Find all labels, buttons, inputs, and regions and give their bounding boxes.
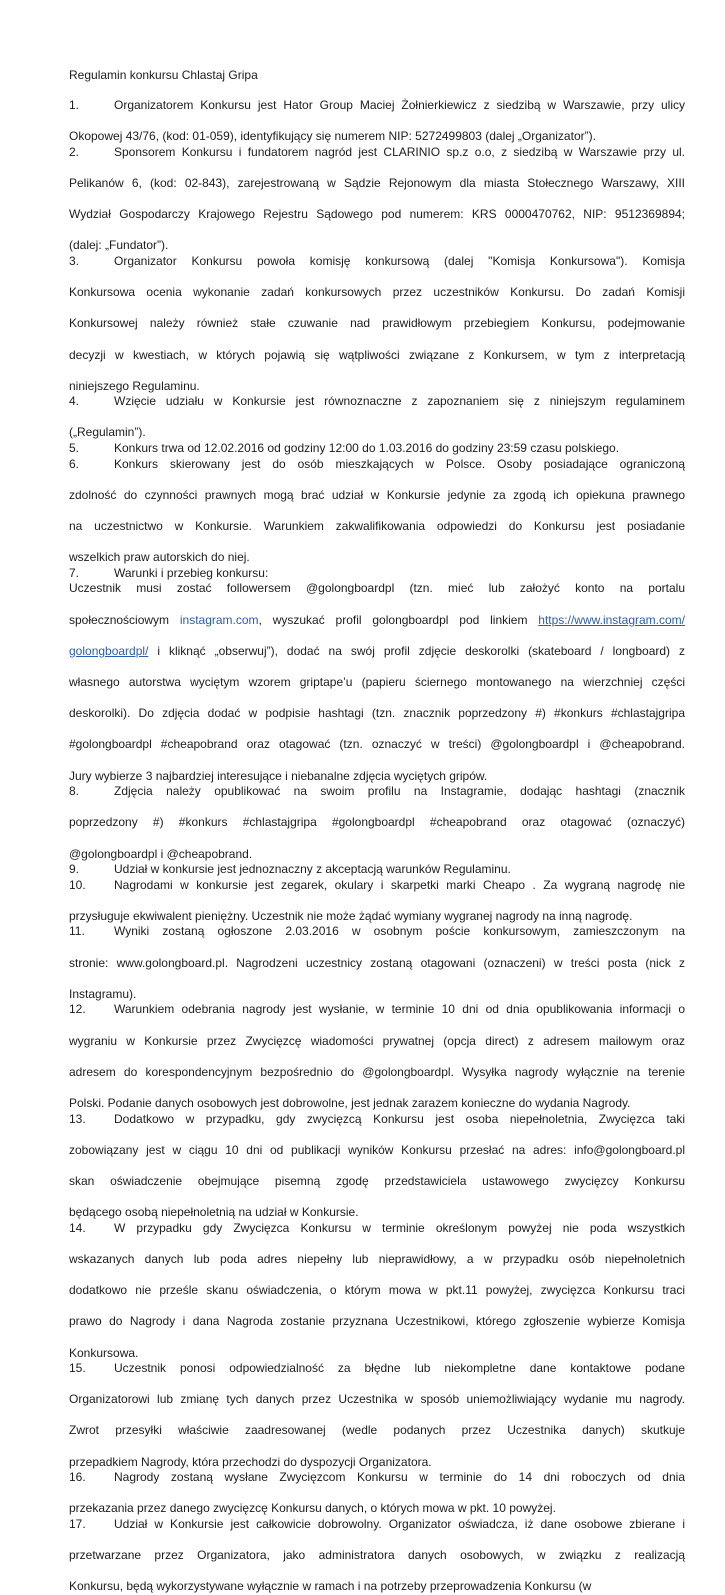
- list-item: [69, 441, 685, 457]
- item-text: będącego osobą niepełnoletnią na udział w Konkursie.: [69, 1205, 359, 1220]
- list-item: [69, 1221, 685, 1361]
- list-item: [69, 878, 685, 925]
- item-number: 3.: [69, 253, 80, 268]
- list-item: [69, 1470, 685, 1517]
- item-text: Nagrody zostaną wysłane Zwycięzcom Konkursu w terminie do 14 dni roboczych od dnia: [114, 1470, 685, 1485]
- item-text: (dalej: „Fundator”).: [69, 238, 169, 253]
- text-span: społecznościowym: [69, 612, 180, 627]
- item-text: Wzięcie udziału w Konkursie jest równoznaczne z zapoznaniem się z niniejszym regulaminem: [114, 394, 685, 409]
- item-line: [69, 457, 685, 488]
- item-number: 9.: [69, 862, 80, 877]
- item-text: zobowiązany jest w ciągu 10 dni od publikacji wyników Konkursu przesłać na adres: info@golongboard.pl: [69, 1142, 685, 1157]
- item-text: Wydział Gospodarczy Krajowego Rejestru Sądowego pod numerem: KRS 0000470762, NIP: 9512369894;: [69, 207, 685, 222]
- item-line: [69, 1455, 685, 1471]
- list-item: [69, 1112, 685, 1221]
- item-line: [69, 519, 685, 550]
- item-line: [69, 815, 685, 846]
- item-line: [69, 1096, 685, 1112]
- item-line: [69, 176, 685, 207]
- list-item: [69, 145, 685, 254]
- item-line: [69, 1065, 685, 1096]
- item-text: Konkurs skierowany jest do osób mieszkających w Polsce. Osoby posiadające ograniczoną: [114, 456, 685, 471]
- item-number: 14.: [69, 1220, 86, 1235]
- item-line: #golongboardpl #cheapobrand oraz otagować (tzn. oznaczyć w treści) @golongboardpl i @cheapobrand.: [69, 737, 685, 752]
- item-line: [69, 129, 685, 145]
- list-item: [69, 1517, 685, 1595]
- item-line: [69, 1112, 685, 1143]
- item-line: [69, 348, 685, 379]
- list-item: [69, 924, 685, 1002]
- item-line: [69, 566, 685, 582]
- item-line: [69, 316, 685, 347]
- item-number: 15.: [69, 1361, 86, 1376]
- item-line: [69, 847, 685, 863]
- item-line: [69, 956, 685, 987]
- item-text: stronie: www.golongboard.pl. Nagrodzeni uczestnicy zostaną otagowani (oznaczeni) w treści posta (nick z: [69, 955, 685, 970]
- item-text: wskazanych danych lub poda adres niepełny lub nieprawidłowy, a w przypadku osób niepełnoletnich: [69, 1251, 685, 1266]
- item-text: prawo do Nagrody i dana Nagroda zostanie przyznana Uczestnikowi, którego zgłoszenie wybierze Komisja: [69, 1314, 685, 1329]
- list-item: [69, 254, 685, 394]
- item-text: Konkurs trwa od 12.02.2016 od godziny 12:00 do 1.03.2016 do godziny 23:59 czasu polskiego.: [114, 441, 620, 456]
- item-line: [69, 1470, 685, 1501]
- item-line: [69, 98, 685, 129]
- item-line: [69, 1423, 685, 1454]
- item-line: [69, 1252, 685, 1283]
- item-text: („Regulamin”).: [69, 425, 146, 440]
- item-line: [69, 488, 685, 519]
- item-line: [69, 878, 685, 909]
- item-text: przekazania przez danego zwycięzcę Konkursu danych, o których mowa w pkt. 10 powyżej.: [69, 1501, 556, 1516]
- item-text: Warunkiem odebrania nagrody jest wysłanie, w terminie 10 dni od dnia opublikowania informacji o: [114, 1002, 685, 1017]
- item-text: skan oświadczenie obejmujące pisemną zgodę przedstawiciela ustawowego zwycięzcy Konkursu: [69, 1173, 685, 1188]
- item-line: [69, 1002, 685, 1033]
- item-text: przepadkiem Nagrody, która przechodzi do dyspozycji Organizatora.: [69, 1454, 432, 1469]
- item-text: Organizatorowi lub zmianę tych danych przez Uczestnika w sposób uniemożliwiający wydanie mu nagrody.: [69, 1392, 685, 1407]
- item-number: 1.: [69, 98, 80, 112]
- item-text: dodatkowo nie prześle skanu oświadczenia, o którym mowa w pkt.11 powyżej, zwycięzca Konkursu traci: [69, 1283, 685, 1298]
- item-line: [69, 1361, 685, 1392]
- item-line: [69, 1548, 685, 1579]
- item-text: Konkursowej należy również stałe czuwanie nad prawidłowym przebiegiem Konkursu, podejmowanie: [69, 316, 685, 331]
- item-line: [69, 987, 685, 1003]
- item-text: Organizator Konkursu powoła komisję konkursową (dalej "Komisja Konkursowa"). Komisja: [114, 253, 685, 268]
- item-text: Zdjęcia należy opublikować na swoim profilu na Instagramie, dodając hashtagi (znacznik: [114, 784, 685, 799]
- item-line: [69, 862, 685, 878]
- item-text: Polski. Podanie danych osobowych jest dobrowolne, jest jednak zarazem konieczne do wydania Nagrody.: [69, 1096, 631, 1110]
- item-number: 12.: [69, 1002, 86, 1017]
- item-text: wygraniu w Konkursie przez Zwycięzcę wiadomości prywatnej (opcja direct) z adresem mailowym oraz: [69, 1033, 685, 1048]
- item-line: [69, 1501, 685, 1517]
- item-number: 17.: [69, 1517, 86, 1532]
- profile-url-link[interactable]: https://www.instagram.com/: [538, 612, 685, 627]
- list-item-7: [69, 566, 685, 784]
- document-title: Regulamin konkursu Chlastaj Gripa: [69, 68, 258, 82]
- item-line: [69, 613, 685, 644]
- list-item: [69, 394, 685, 441]
- item-line: własnego autorstwa wyciętym wzorem griptape’u (papieru ściernego montowanego na wierzchniej części: [69, 674, 685, 689]
- list-item: [69, 98, 685, 145]
- item-text: @golongboardpl i @cheapobrand.: [69, 846, 253, 861]
- item-text: Okopowej 43/76, (kod: 01-059), identyfikujący się numerem NIP: 5272499803 (dalej „Organizator”).: [69, 129, 596, 144]
- instagram-link[interactable]: instagram.com: [179, 612, 259, 627]
- item-text: zdolność do czynności prawnych mogą brać udział w Konkursie jedynie za zgodą ich opiekuna prawnego: [69, 487, 685, 502]
- item-number: 8.: [69, 784, 80, 799]
- list-item: [69, 784, 685, 862]
- item-text: Udział w konkursie jest jednoznaczny z akceptacją warunków Regulaminu.: [114, 862, 511, 877]
- item-line: [69, 1517, 685, 1548]
- item-line: [69, 1579, 685, 1595]
- item-text: Sponsorem Konkursu i fundatorem nagród jest CLARINIO sp.z o.o, z siedzibą w Warszawie przy ul.: [114, 144, 685, 159]
- list-item: [69, 1361, 685, 1470]
- item-text: przysługuje ekwiwalent pieniężny. Uczestnik nie może żądać wymiany wygranej nagrody na inną nagrodę.: [69, 908, 633, 923]
- item-line: [69, 1174, 685, 1205]
- item-line: [69, 441, 685, 457]
- item-text: Konkursowa.: [69, 1345, 139, 1360]
- item-number: 10.: [69, 877, 86, 892]
- item-line: [69, 1392, 685, 1423]
- item-number: 2.: [69, 144, 80, 159]
- item-number: 13.: [69, 1111, 86, 1126]
- item-line: [69, 254, 685, 285]
- item-line: [69, 1034, 685, 1065]
- item-line: [69, 379, 685, 395]
- item-heading: Warunki i przebieg konkursu:: [114, 565, 269, 580]
- item-line: [69, 285, 685, 316]
- item-text: wszelkich praw autorskich do niej.: [69, 550, 250, 565]
- item-text: Wyniki zostaną ogłoszone 2.03.2016 w osobnym poście konkursowym, zamieszczonym na: [114, 924, 685, 939]
- item-line: deskorolki). Do zdjęcia dodać w podpisie hashtagi (tzn. znacznik poprzedzony #) #konkurs #chlastajgripa: [69, 706, 685, 721]
- item-line: [69, 1205, 685, 1221]
- list-item: [69, 457, 685, 566]
- item-text: przetwarzane przez Organizatora, jako administratora danych osobowych, w związku z realizacją: [69, 1548, 685, 1563]
- item-text: niniejszego Regulaminu.: [69, 378, 200, 393]
- item-text: Zwrot przesyłki właściwie zaadresowanej (wedle podanych przez Uczestnika danych) skutkuje: [69, 1423, 685, 1438]
- item-text: Instagramu).: [69, 986, 137, 1001]
- item-number: 5.: [69, 441, 80, 456]
- item-text: Uczestnik ponosi odpowiedzialność za błędne lub niekompletne dane kontaktowe podane: [114, 1361, 685, 1376]
- text-span: i kliknąć „obserwuj”), dodać na swój profil zdjęcie deskorolki (skateboard / longboard) z: [148, 643, 685, 658]
- item-text: Konkursu, będą wykorzystywane wyłącznie w ramach i na potrzeby przeprowadzenia Konkursu (w: [69, 1579, 592, 1594]
- item-line: [69, 909, 685, 925]
- item-line: Jury wybierze 3 najbardziej interesujące i niebanalne zdjęcia wyciętych gripów.: [69, 768, 488, 783]
- item-text: poprzedzony #) #konkurs #chlastajgripa #golongboardpl #cheapobrand oraz otagować (oznaczyć): [69, 815, 685, 830]
- item-line: [69, 784, 685, 815]
- item-text: Konkursowa ocenia wykonanie zadań konkursowych przez uczestników Konkursu. Do zadań Komisji: [69, 285, 685, 300]
- item-text: Udział w Konkursie jest całkowicie dobrowolny. Organizator oświadcza, iż dane osobowe zbierane i: [114, 1517, 685, 1532]
- item-text: W przypadku gdy Zwycięzca Konkursu w terminie określonym powyżej nie poda wszystkich: [114, 1220, 685, 1235]
- item-line: [69, 394, 685, 425]
- item-text: na uczestnictwo w Konkursie. Warunkiem zakwalifikowania odpowiedzi do Konkursu jest posiadanie: [69, 519, 685, 534]
- item-line: [69, 238, 685, 254]
- item-line: [69, 550, 685, 566]
- item-line: [69, 425, 685, 441]
- item-text: Organizatorem Konkursu jest Hator Group Maciej Żołnierkiewicz z siedzibą w Warszawie, przy ulicy: [114, 98, 685, 112]
- item-line: [69, 145, 685, 176]
- item-text: decyzji w kwestiach, w których pojawią się wątpliwości związane z Konkursem, w tym z interpretacją: [69, 347, 685, 362]
- profile-url-link-cont[interactable]: golongboardpl/: [69, 643, 149, 658]
- item-text: adresem do korespondencyjnym bezpośrednio do @golongboardpl. Wysyłka nagrody wyłącznie na terenie: [69, 1064, 685, 1079]
- item-line: [69, 924, 685, 955]
- item-line: [69, 1221, 685, 1252]
- item-text: Nagrodami w konkursie jest zegarek, okulary i skarpetki marki Cheapo . Za wygraną nagrodę nie: [114, 877, 685, 892]
- item-text: Dodatkowo w przypadku, gdy zwycięzcą Konkursu jest osoba niepełnoletnia, Zwycięzca taki: [114, 1111, 685, 1126]
- item-text: Pelikanów 6, (kod: 02-843), zarejestrowaną w Sądzie Rejonowym dla miasta Stołecznego Warszawy, XIII: [69, 175, 685, 190]
- regulations-list: [69, 98, 685, 1595]
- item-number: 16.: [69, 1470, 86, 1485]
- item-number: 7.: [69, 565, 80, 580]
- item-line: Uczestnik musi zostać followersem @golongboardpl (tzn. mieć lub założyć konto na portalu: [69, 581, 685, 596]
- item-line: [69, 207, 685, 238]
- item-number: 11.: [69, 924, 85, 939]
- list-item: [69, 862, 685, 878]
- item-line: [69, 1143, 685, 1174]
- list-item: [69, 1002, 685, 1111]
- text-span: , wyszukać profil golongboardpl pod linkiem: [258, 612, 539, 627]
- item-line: [69, 1346, 685, 1362]
- item-number: 4.: [69, 394, 80, 409]
- item-line: [69, 1283, 685, 1314]
- item-number: 6.: [69, 456, 80, 471]
- item-line: [69, 644, 685, 675]
- item-line: [69, 1314, 685, 1345]
